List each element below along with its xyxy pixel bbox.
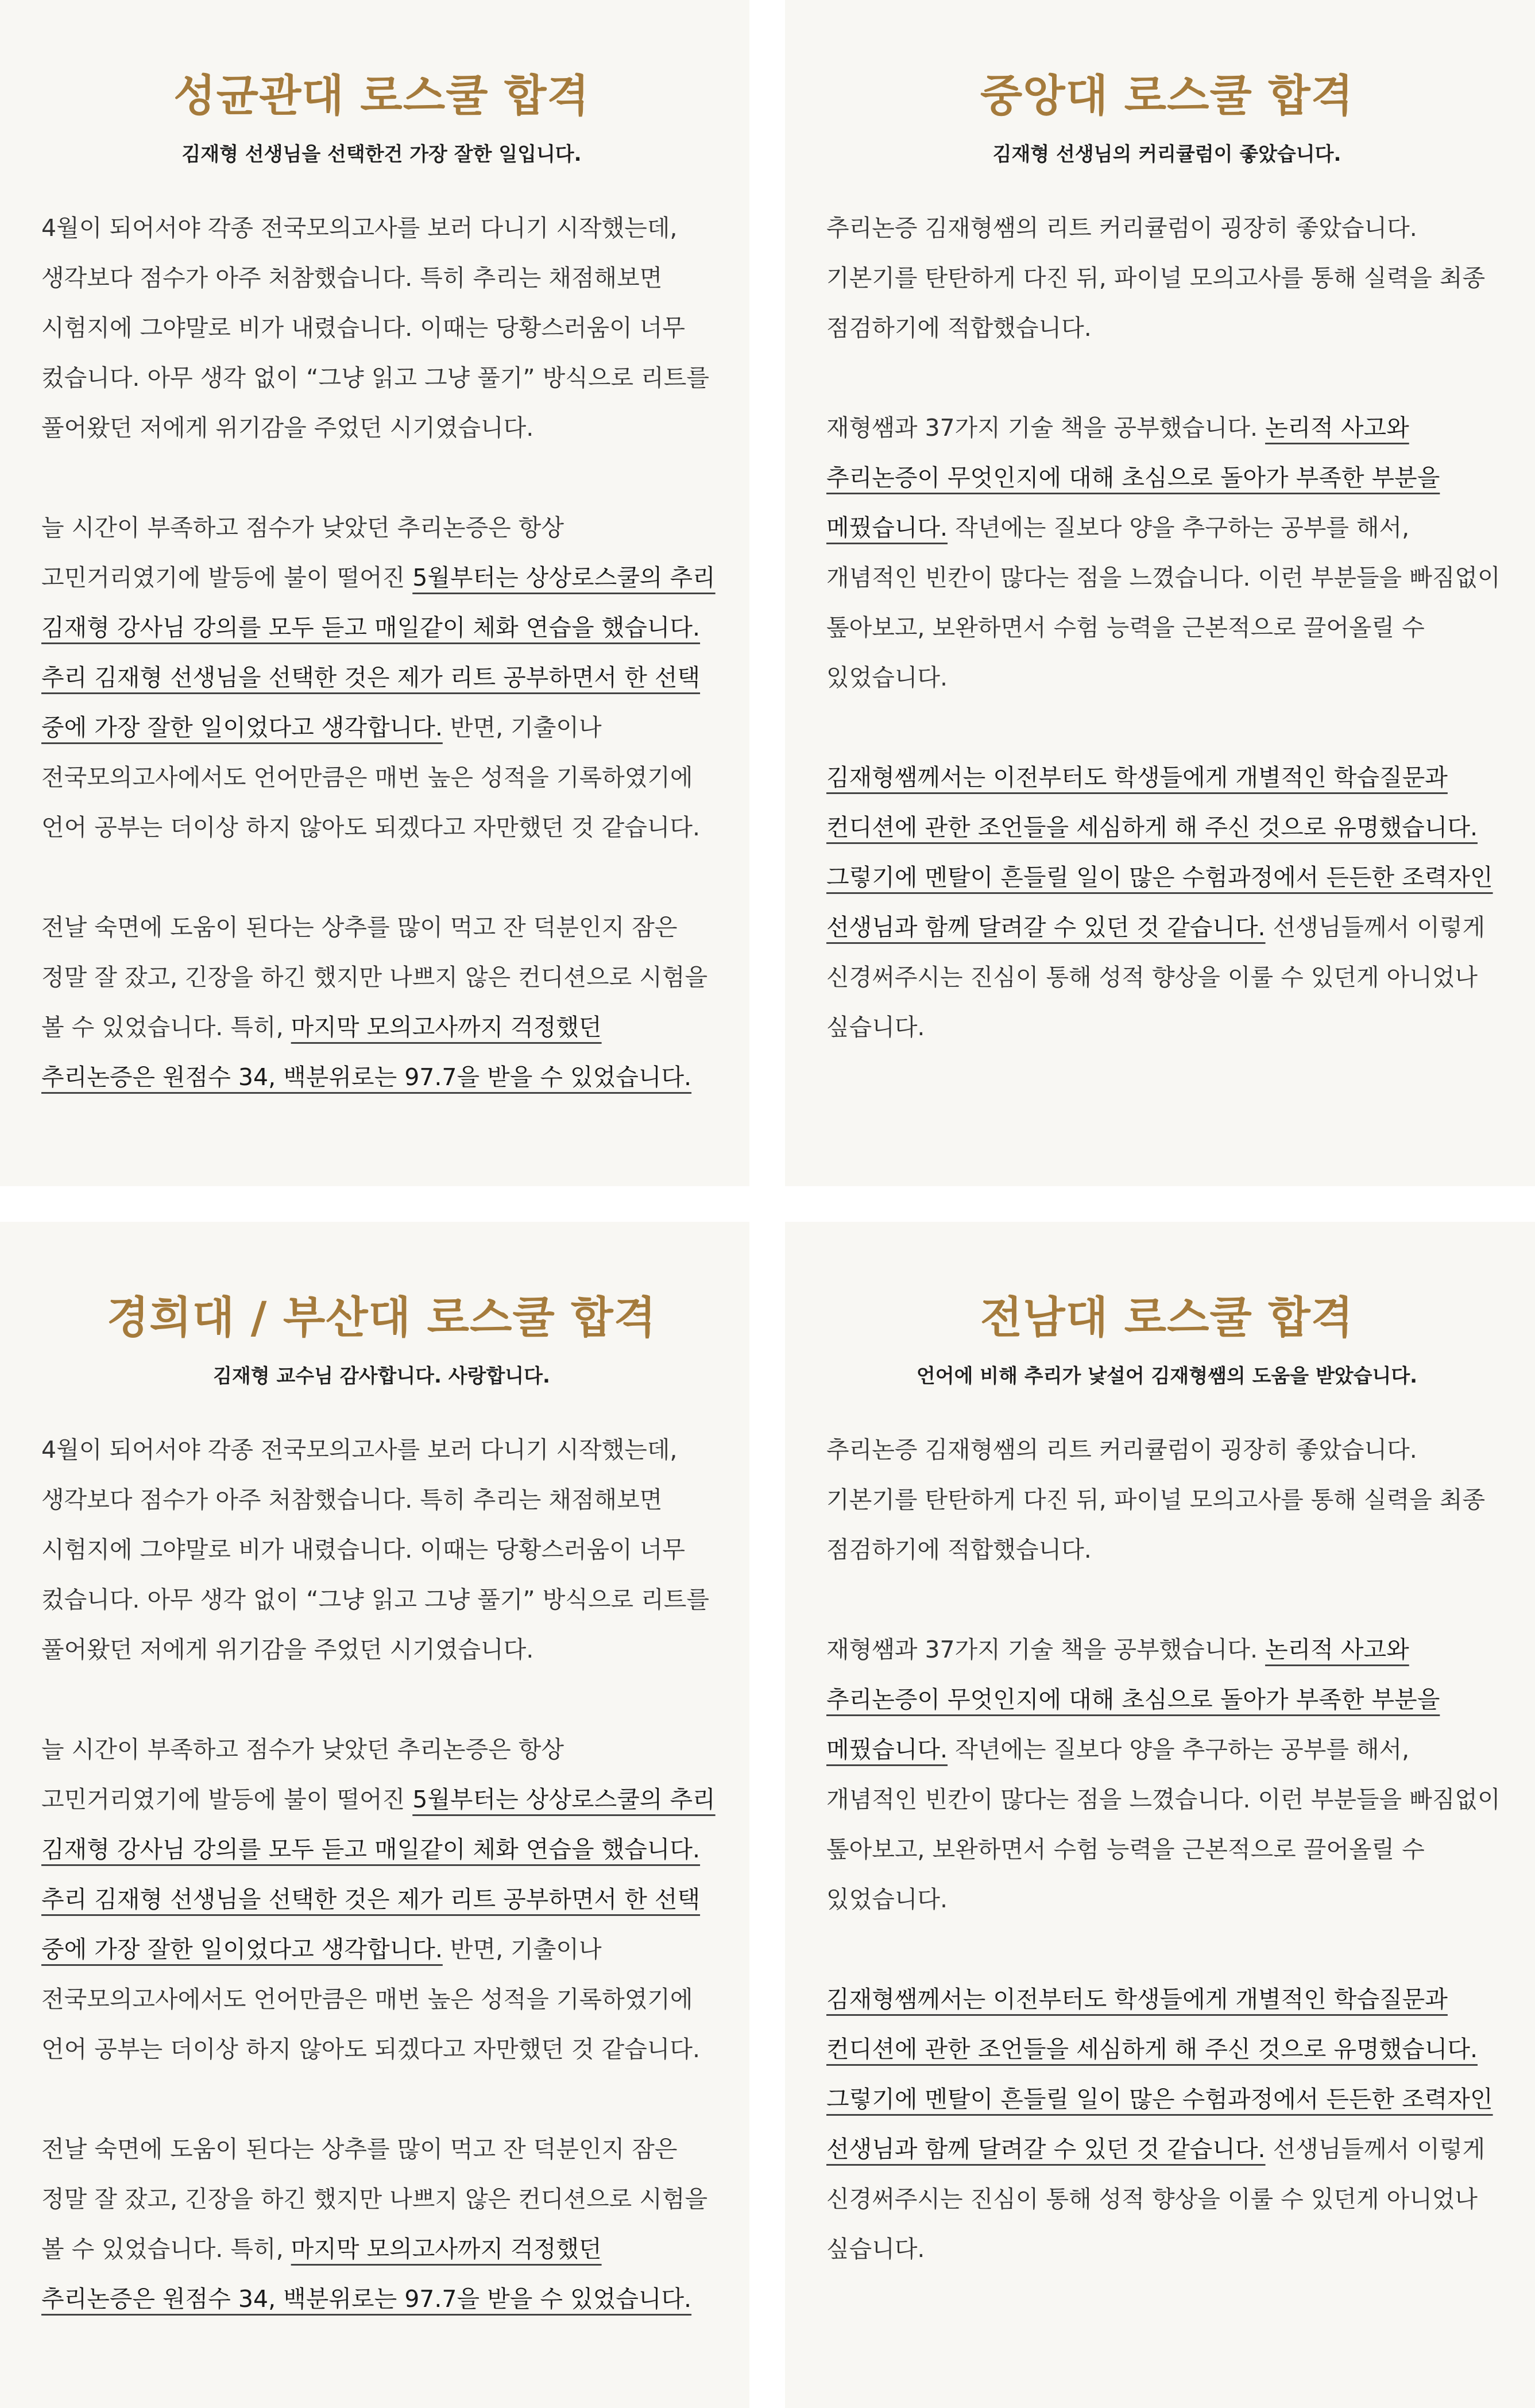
paragraph-text: 선생님들께서 이렇게 신경써주시는 진심이 통해 성적 향상을 이룰 수 있던게 아니었나 싶습니다.	[826, 913, 1486, 1041]
highlighted-text: 논리적 사고와 추리논증이 무엇인지에 대해 초심으로 돌아가 부족한 부분을 메꿨습니다.	[826, 1636, 1440, 1763]
paragraph-1	[41, 1425, 722, 1675]
paragraph-3	[41, 2124, 722, 2324]
highlighted-text: 마지막 모의고사까지 걱정했던 추리논증은 원점수 34, 백분위로는 97.7을 받을 수 있었습니다.	[41, 1013, 692, 1091]
paragraph-2	[826, 1625, 1507, 1925]
paragraph-3	[826, 1975, 1507, 2274]
paragraph-text: 추리논증 김재형쌤의 리트 커리큘럼이 굉장히 좋았습니다. 기본기를 탄탄하게 다진 뒤, 파이널 모의고사를 통해 실력을 최종 점검하기에 적합했습니다.	[826, 214, 1486, 342]
testimonial-card-skku	[0, 0, 749, 1186]
highlighted-text: 5월부터는 상상로스쿨의 추리 김재형 강사님 강의를 모두 듣고 매일같이 체화 연습을 했습니다. 추리 김재형 선생님을 선택한 것은 제가 리트 공부하면서 한 선택 중에 가장 잘한 일이었다고 생각합니다.	[41, 1786, 716, 1963]
highlighted-text: 김재형쌤께서는 이전부터도 학생들에게 개별적인 학습질문과 컨디션에 관한 조언들을 세심하게 해 주신 것으로 유명했습니다. 그렇기에 멘탈이 흔들릴 일이 많은 수험과정에서 든든한 조력자인 선생님과 함께 달려갈 수 있던 것 같습니다.	[826, 1985, 1493, 2163]
card-title: 전남대 로스쿨 합격	[980, 1292, 1354, 1343]
paragraph-2	[41, 1725, 722, 2074]
paragraph-text: 작년에는 질보다 양을 추구하는 공부를 해서, 개념적인 빈칸이 많다는 점을 느꼈습니다. 이런 부분들을 빠짐없이 톺아보고, 보완하면서 수험 능력을 근본적으로 끌어올릴 수 있었습니다.	[826, 1736, 1501, 1913]
paragraph-text: 4월이 되어서야 각종 전국모의고사를 보러 다니기 시작했는데, 생각보다 점수가 아주 처참했습니다. 특히 추리는 채점해보면 시험지에 그야말로 비가 내렸습니다. 이때는 당황스러움이 너무 컸습니다. 아무 생각 없이 “그냥 읽고 그냥 풀기” 방식으로 리트를 풀어왔던 저에게 위기감을 주었던 시기였습니다.	[41, 214, 709, 442]
paragraph-text: 선생님들께서 이렇게 신경써주시는 진심이 통해 성적 향상을 이룰 수 있던게 아니었나 싶습니다.	[826, 2135, 1486, 2263]
card-subtitle: 김재형 교수님 감사합니다. 사랑합니다.	[213, 1365, 550, 1388]
testimonial-card-cau	[785, 0, 1535, 1186]
card-subtitle: 김재형 선생님의 커리큘럼이 좋았습니다.	[992, 143, 1341, 166]
paragraph-text: 전날 숙면에 도움이 된다는 상추를 많이 먹고 잔 덕분인지 잠은 정말 잘 잤고, 긴장을 하긴 했지만 나쁘지 않은 컨디션으로 시험을 볼 수 있었습니다. 특히,	[41, 2135, 708, 2263]
paragraph-text: 재형쌤과 37가지 기술 책을 공부했습니다.	[826, 414, 1266, 442]
paragraph-3	[826, 753, 1507, 1052]
paragraph-2	[826, 403, 1507, 703]
paragraph-text: 추리논증 김재형쌤의 리트 커리큘럼이 굉장히 좋았습니다. 기본기를 탄탄하게 다진 뒤, 파이널 모의고사를 통해 실력을 최종 점검하기에 적합했습니다.	[826, 1436, 1486, 1563]
paragraph-1	[826, 1425, 1507, 1575]
highlighted-text: 5월부터는 상상로스쿨의 추리 김재형 강사님 강의를 모두 듣고 매일같이 체화 연습을 했습니다. 추리 김재형 선생님을 선택한 것은 제가 리트 공부하면서 한 선택 중에 가장 잘한 일이었다고 생각합니다.	[41, 564, 716, 741]
paragraph-1	[41, 203, 722, 453]
paragraph-1	[826, 203, 1507, 353]
paragraph-2	[41, 503, 722, 853]
paragraph-text: 반면, 기출이나 전국모의고사에서도 언어만큼은 매번 높은 성적을 기록하였기에 언어 공부는 더이상 하지 않아도 되겠다고 자만했던 것 같습니다.	[41, 1935, 701, 2063]
paragraph-text: 전날 숙면에 도움이 된다는 상추를 많이 먹고 잔 덕분인지 잠은 정말 잘 잤고, 긴장을 하긴 했지만 나쁘지 않은 컨디션으로 시험을 볼 수 있었습니다. 특히,	[41, 913, 708, 1041]
highlighted-text: 마지막 모의고사까지 걱정했던 추리논증은 원점수 34, 백분위로는 97.7을 받을 수 있었습니다.	[41, 2235, 692, 2313]
paragraph-text: 작년에는 질보다 양을 추구하는 공부를 해서, 개념적인 빈칸이 많다는 점을 느꼈습니다. 이런 부분들을 빠짐없이 톺아보고, 보완하면서 수험 능력을 근본적으로 끌어올릴 수 있었습니다.	[826, 514, 1501, 691]
paragraph-text: 재형쌤과 37가지 기술 책을 공부했습니다.	[826, 1636, 1266, 1663]
paragraph-text: 늘 시간이 부족하고 점수가 낮았던 추리논증은 항상 고민거리였기에 발등에 불이 떨어진	[41, 1736, 564, 1813]
card-title: 경희대 / 부산대 로스쿨 합격	[106, 1292, 657, 1343]
card-subtitle: 언어에 비해 추리가 낯설어 김재형쌤의 도움을 받았습니다.	[916, 1365, 1418, 1388]
testimonial-card-jnu	[785, 1222, 1535, 2408]
paragraph-3	[41, 903, 722, 1102]
highlighted-text: 김재형쌤께서는 이전부터도 학생들에게 개별적인 학습질문과 컨디션에 관한 조언들을 세심하게 해 주신 것으로 유명했습니다. 그렇기에 멘탈이 흔들릴 일이 많은 수험과정에서 든든한 조력자인 선생님과 함께 달려갈 수 있던 것 같습니다.	[826, 764, 1493, 941]
highlighted-text: 논리적 사고와 추리논증이 무엇인지에 대해 초심으로 돌아가 부족한 부분을 메꿨습니다.	[826, 414, 1440, 541]
paragraph-text: 늘 시간이 부족하고 점수가 낮았던 추리논증은 항상 고민거리였기에 발등에 불이 떨어진	[41, 514, 564, 591]
paragraph-text: 반면, 기출이나 전국모의고사에서도 언어만큼은 매번 높은 성적을 기록하였기에 언어 공부는 더이상 하지 않아도 되겠다고 자만했던 것 같습니다.	[41, 714, 701, 841]
card-title: 성균관대 로스쿨 합격	[173, 70, 590, 121]
testimonial-card-khu-pnu	[0, 1222, 749, 2408]
paragraph-text: 4월이 되어서야 각종 전국모의고사를 보러 다니기 시작했는데, 생각보다 점수가 아주 처참했습니다. 특히 추리는 채점해보면 시험지에 그야말로 비가 내렸습니다. 이때는 당황스러움이 너무 컸습니다. 아무 생각 없이 “그냥 읽고 그냥 풀기” 방식으로 리트를 풀어왔던 저에게 위기감을 주었던 시기였습니다.	[41, 1436, 709, 1663]
card-title: 중앙대 로스쿨 합격	[980, 70, 1354, 121]
card-subtitle: 김재형 선생님을 선택한건 가장 잘한 일입니다.	[181, 143, 582, 166]
